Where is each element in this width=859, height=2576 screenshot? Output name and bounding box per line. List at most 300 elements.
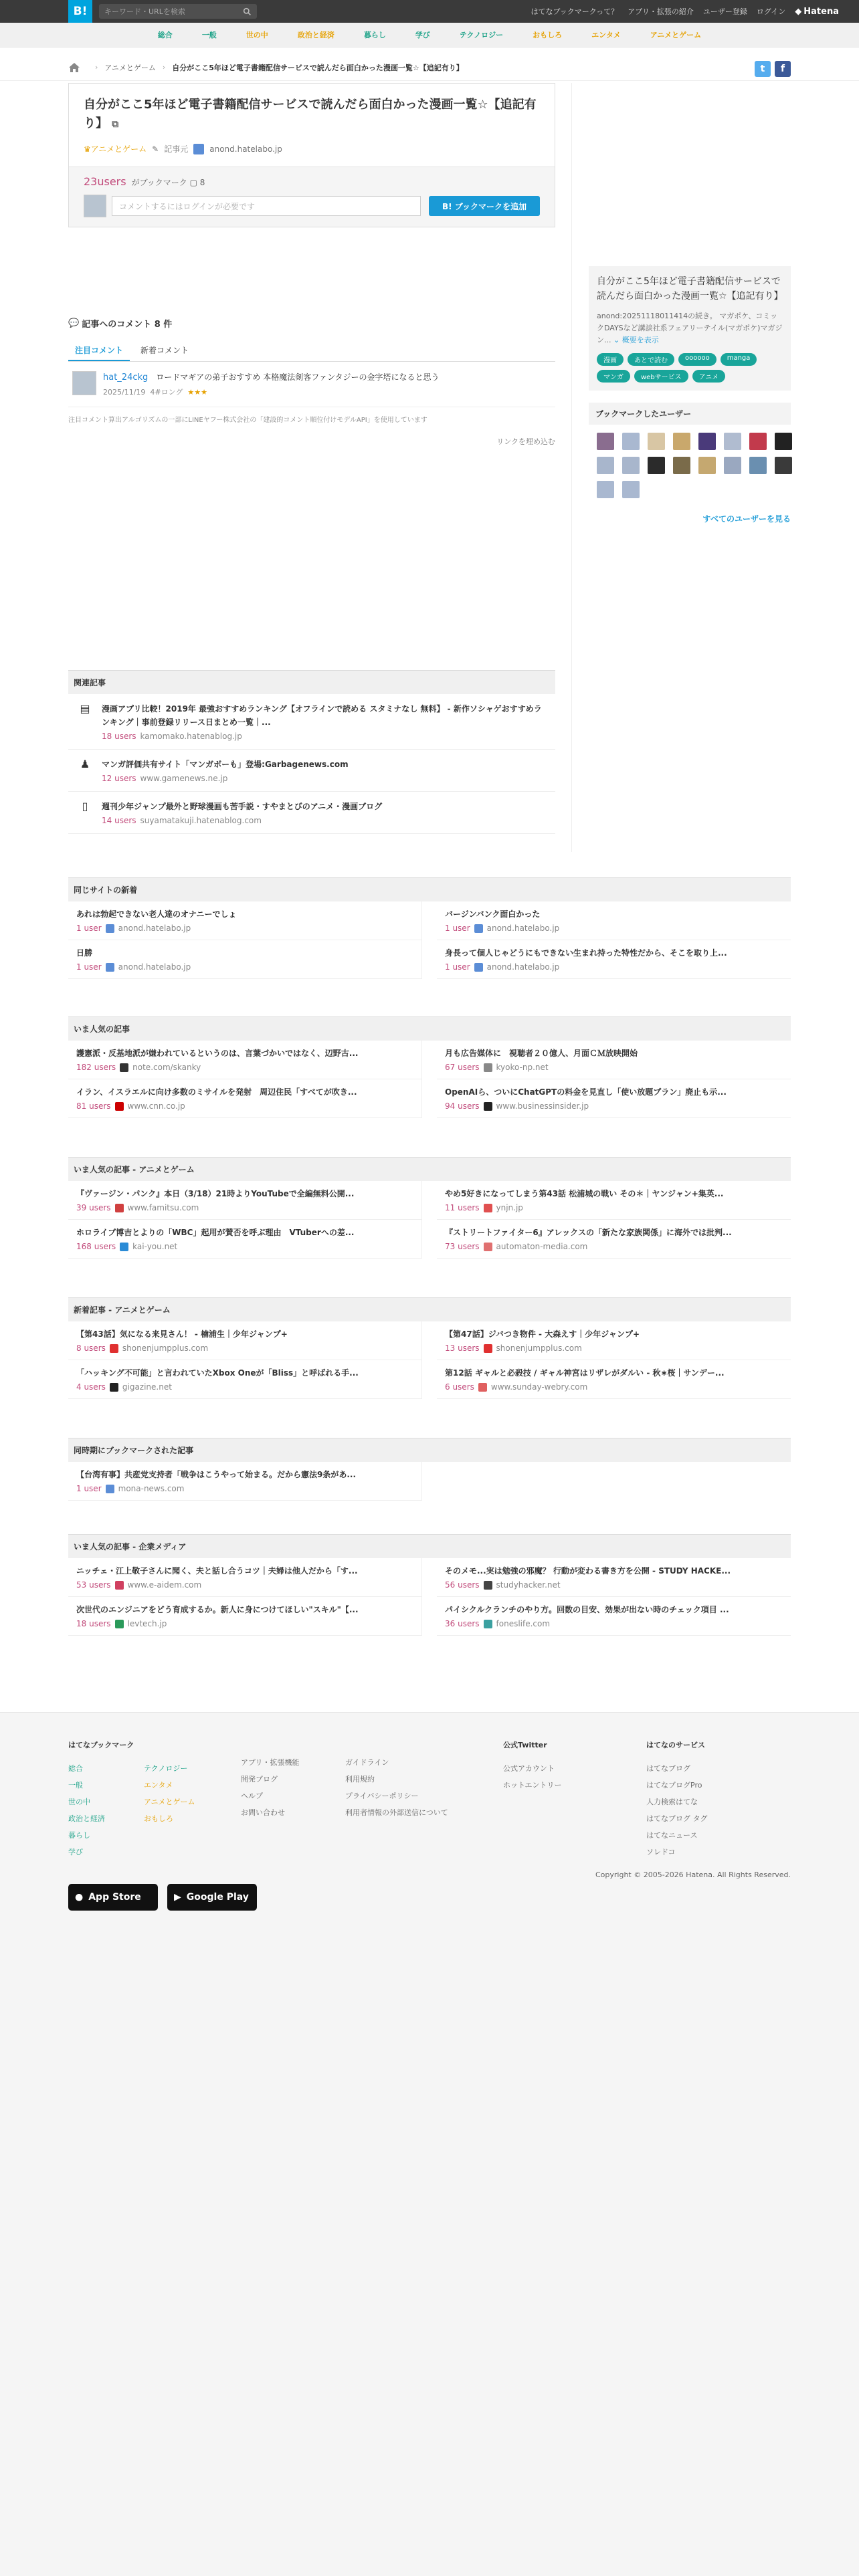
tag-chip[interactable]: 漫画: [597, 353, 624, 366]
user-avatar[interactable]: [775, 457, 792, 474]
article-domain[interactable]: shonenjumpplus.com: [496, 1344, 582, 1353]
footer-link[interactable]: ヘルプ: [241, 1792, 263, 1800]
site-favicon-icon: [106, 924, 114, 933]
site-favicon-icon: [478, 1383, 487, 1392]
site-favicon-icon: [120, 1243, 128, 1251]
article-users[interactable]: 6 users: [445, 1382, 474, 1392]
article-domain[interactable]: kyoko-np.net: [496, 1063, 549, 1072]
category-tab[interactable]: 学び: [415, 31, 430, 39]
article-title[interactable]: ホロライブ博吉とよりの「WBC」起用が賛否を呼ぶ理由 VTuberへの差...: [76, 1228, 355, 1237]
home-icon[interactable]: [68, 62, 80, 73]
category-nav: [0, 23, 859, 47]
register-link[interactable]: ユーザー登録: [702, 7, 747, 16]
facebook-icon: f: [780, 64, 785, 74]
about-link[interactable]: はてなブックマークって？: [531, 7, 619, 16]
article-meta: [76, 1619, 413, 1628]
article-cell: [437, 1079, 791, 1118]
article-cell: [68, 901, 422, 940]
article-cell: [68, 1597, 422, 1636]
article-meta: [445, 1063, 783, 1072]
article-cell: [68, 1079, 422, 1118]
footer-heading: はてなブックマーク: [68, 1741, 134, 1749]
source-label: 記事元: [164, 144, 189, 154]
footer-col-bookmark: [68, 1737, 269, 1860]
related-users[interactable]: 12 users: [102, 774, 136, 783]
footer-link[interactable]: 開発ブログ: [241, 1775, 278, 1784]
article-domain[interactable]: anond.hatelabo.jp: [118, 924, 191, 933]
article-title[interactable]: 『ストリートファイター6』アレックスの「新たな家族関係」に海外では批判...: [445, 1228, 732, 1237]
entry-category-label: アニメとゲーム: [90, 144, 147, 154]
entry-main: [68, 83, 555, 227]
footer-link[interactable]: はてなブログ: [646, 1764, 690, 1773]
comments-heading-text: 記事へのコメント 8 件: [82, 320, 173, 330]
hatena-menu[interactable]: [795, 7, 839, 17]
tag-list: [597, 353, 783, 383]
login-link[interactable]: ログイン: [756, 7, 786, 16]
article-title[interactable]: バージンバンク面白かった: [445, 909, 541, 919]
site-favicon-icon: [484, 1204, 492, 1212]
bookmark-users-grid: [589, 425, 791, 506]
article-domain[interactable]: foneslife.com: [496, 1619, 551, 1628]
article-users[interactable]: 94 users: [445, 1101, 480, 1111]
apple-icon: ●: [75, 1892, 84, 1903]
article-domain[interactable]: note.com/skanky: [132, 1063, 201, 1072]
user-avatar[interactable]: [622, 481, 640, 498]
search-icon[interactable]: [243, 7, 252, 16]
tab-new-comments[interactable]: 新着コメント: [140, 346, 189, 355]
article-domain[interactable]: www.businessinsider.jp: [496, 1101, 589, 1111]
entry-meta: [84, 143, 540, 154]
add-bookmark-button[interactable]: B! ブックマークを追加: [429, 196, 540, 216]
tag-chip[interactable]: あとで読む: [628, 353, 674, 366]
article-users[interactable]: 1 user: [76, 1484, 102, 1493]
section-heading: 新着記事 - アニメとゲーム: [68, 1297, 791, 1321]
comment-icon: ▢: [189, 178, 197, 187]
article-cell: [437, 1220, 791, 1259]
user-avatar[interactable]: [749, 433, 767, 450]
user-avatar[interactable]: [698, 457, 716, 474]
category-tab[interactable]: 暮らし: [363, 31, 386, 39]
article-domain[interactable]: kai-you.net: [132, 1242, 178, 1251]
comment-link[interactable]: 4#ロング: [150, 388, 183, 397]
bookmark-label: がブックマーク: [131, 178, 187, 187]
article-domain[interactable]: mona-news.com: [118, 1484, 185, 1493]
article-users[interactable]: 1 user: [76, 924, 102, 933]
users-count-value: 23users: [84, 175, 126, 188]
tag-chip[interactable]: webサービス: [634, 370, 688, 383]
article-title[interactable]: 第12話 ギャルと必殺技 / ギャル神宮はリザレがダルい - 秋∗桜｜サンデー...: [445, 1368, 725, 1378]
comment-user[interactable]: hat_24ckg: [103, 372, 149, 383]
sidebar-entry-title[interactable]: 自分がここ5年ほど電子書籍配信サービスで読んだら面白かった漫画一覧☆【追記有り】: [597, 276, 783, 302]
apps-link[interactable]: アプリ・拡張の紹介: [628, 7, 694, 16]
article-domain[interactable]: anond.hatelabo.jp: [118, 962, 191, 972]
related-title[interactable]: 週刊少年ジャンプ最外と野球漫画も苦手説・すやまとびのアニメ・漫画ブログ: [102, 802, 383, 811]
related-domain[interactable]: www.gamenews.ne.jp: [140, 774, 228, 783]
article-title[interactable]: やめ5好きになってしまう第43話 松浦城の戦い その＊｜ヤンジャン+集英...: [445, 1189, 724, 1198]
chevron-down-icon: ⌄: [613, 336, 620, 344]
comment-tabs: [68, 340, 555, 362]
user-avatar[interactable]: [648, 433, 665, 450]
article-meta: [445, 962, 783, 972]
article-title[interactable]: そのメモ...実は勉強の邪魔？ 行動が変わる書き方を公開 - STUDY HACKE...: [445, 1566, 731, 1576]
related-domain[interactable]: suyamatakuji.hatenablog.com: [140, 816, 262, 825]
article-title[interactable]: 【第47話】ジバつき物件 - 大森えす｜少年ジャンプ+: [445, 1329, 640, 1339]
user-avatar[interactable]: [698, 433, 716, 450]
article-cell: [68, 1462, 422, 1501]
user-avatar[interactable]: [673, 433, 690, 450]
entry-card: [68, 83, 555, 227]
article-title[interactable]: 【第43話】気になる来見さん！ - 楠浦生｜少年ジャンプ+: [76, 1329, 288, 1339]
user-avatar[interactable]: [622, 433, 640, 450]
article-title[interactable]: 護憲派・反基地派が嫌われているというのは、言葉づかいではなく、辺野古...: [76, 1049, 359, 1058]
footer-link[interactable]: はてなニュース: [646, 1831, 698, 1840]
site-favicon-icon: [115, 1581, 124, 1590]
category-tab[interactable]: テクノロジー: [459, 31, 504, 39]
footer-link[interactable]: テクノロジー: [144, 1764, 188, 1773]
footer-link[interactable]: おもしろ: [144, 1814, 173, 1823]
footer-link[interactable]: 利用者情報の外部送信について: [345, 1808, 448, 1817]
article-domain[interactable]: studyhacker.net: [496, 1580, 561, 1590]
section-heading: いま人気の記事 - 企業メディア: [68, 1534, 791, 1558]
site-favicon-icon: [474, 924, 483, 933]
article-title[interactable]: パイシクルクランチのやり方。回数の目安、効果が出ない時のチェック項目 ...: [445, 1605, 729, 1614]
show-summary-link[interactable]: [613, 336, 659, 344]
article-users[interactable]: 56 users: [445, 1580, 480, 1590]
article-cell: [68, 1181, 422, 1220]
article-title[interactable]: 身長って個人じゃどうにもできない生まれ持った特性だから、そこを取り上...: [445, 948, 727, 958]
article-users[interactable]: 81 users: [76, 1101, 111, 1111]
site-favicon-icon: [115, 1204, 124, 1212]
related-articles: [68, 670, 555, 834]
comment-item: [68, 362, 555, 407]
app-store-badge[interactable]: [68, 1884, 158, 1911]
comments-heading: [68, 317, 555, 330]
article-domain[interactable]: ynjn.jp: [496, 1203, 523, 1212]
comment-algorithm-note: 注目コメント算出アルゴリズムの一部にLINEヤフー株式会社の「建設的コメント順位付けモデルAPI」を使用しています: [68, 407, 555, 424]
site-favicon-icon: [115, 1102, 124, 1111]
copyright: Copyright © 2005-2026 Hatena. All Rights Reserved.: [595, 1870, 791, 1879]
footer-link[interactable]: アプリ・拡張機能: [241, 1758, 300, 1767]
article-meta: [445, 1619, 783, 1628]
tab-featured-comments[interactable]: 注目コメント: [68, 340, 130, 361]
article-users[interactable]: 182 users: [76, 1063, 116, 1072]
hatena-bookmark-logo[interactable]: B!: [68, 0, 92, 23]
section-heading: いま人気の記事 - アニメとゲーム: [68, 1157, 791, 1181]
footer-col-twitter: [503, 1737, 562, 1794]
related-meta: [102, 774, 349, 783]
tag-chip[interactable]: manga: [721, 353, 757, 366]
article-title[interactable]: あれは勃起できない老人達のオナニーでしょ: [76, 909, 237, 919]
site-favicon-icon: [120, 1063, 128, 1072]
article-meta: [76, 1484, 413, 1493]
category-tab[interactable]: 総合: [157, 31, 173, 39]
article-title[interactable]: 月も広告媒体に 視聴者２０億人、月面ＣＭ放映開始: [445, 1049, 638, 1058]
column-divider: [571, 83, 572, 852]
site-favicon-icon: [115, 1620, 124, 1628]
user-avatar[interactable]: [724, 457, 741, 474]
section-heading: 同時期にブックマークされた記事: [68, 1438, 791, 1462]
related-domain[interactable]: kamomako.hatenablog.jp: [140, 732, 242, 741]
footer-link[interactable]: 一般: [68, 1781, 83, 1790]
footer-link[interactable]: はてなブログ タグ: [646, 1814, 708, 1823]
same-site-section: [68, 877, 791, 979]
comment-bubble-icon: 💬: [68, 318, 80, 328]
tag-chip[interactable]: マンガ: [597, 370, 630, 383]
footer-link[interactable]: アニメとゲーム: [144, 1798, 195, 1806]
article-meta: [76, 924, 413, 933]
sidebar: [589, 266, 791, 524]
footer-link[interactable]: 政治と経済: [68, 1814, 105, 1823]
article-cell: [68, 1321, 422, 1360]
entry-title-text[interactable]: 自分がここ5年ほど電子書籍配信サービスで読んだら面白かった漫画一覧☆【追記有り】: [84, 98, 537, 130]
same-time-section: [68, 1438, 791, 1501]
related-meta: [102, 732, 546, 741]
article-users[interactable]: 8 users: [76, 1344, 106, 1353]
related-heading: 関連記事: [68, 670, 555, 694]
category-tab[interactable]: アニメとゲーム: [650, 31, 702, 39]
footer-link[interactable]: 世の中: [68, 1798, 90, 1806]
article-title[interactable]: 「ハッキング不可能」と言われていたXbox Oneが「Bliss」と呼ばれる手...: [76, 1368, 359, 1378]
article-cell: [437, 1597, 791, 1636]
page-icon: ▯: [82, 800, 88, 813]
article-title[interactable]: 【台湾有事】共産党支持者「戦争はこうやって始まる。だから憲法9条があ...: [76, 1470, 357, 1479]
users-count[interactable]: [84, 175, 540, 188]
hatena-label: Hatena: [803, 6, 839, 17]
article-users[interactable]: 13 users: [445, 1344, 480, 1353]
play-icon: ▶: [174, 1892, 181, 1903]
site-favicon-icon: [484, 1581, 492, 1590]
footer-link[interactable]: 暮らし: [68, 1831, 90, 1840]
article-title[interactable]: 日勝: [76, 948, 93, 958]
hatena-logo-icon: ◆: [795, 6, 802, 17]
article-cell: [68, 1041, 422, 1079]
related-item: [68, 750, 555, 792]
search-input[interactable]: [99, 4, 257, 19]
tag-chip[interactable]: oooooo: [678, 353, 717, 366]
category-tab[interactable]: 一般: [201, 31, 217, 39]
user-avatar[interactable]: [673, 457, 690, 474]
article-users[interactable]: 67 users: [445, 1063, 480, 1072]
article-meta: [76, 1101, 413, 1111]
breadcrumb-title: 自分がここ5年ほど電子書籍配信サービスで読んだら面白かった漫画一覧☆【追記有り】: [172, 63, 464, 72]
footer-link[interactable]: ガイドライン: [345, 1758, 389, 1767]
category-tab[interactable]: 世の中: [246, 31, 268, 39]
article-domain[interactable]: www.sunday-webry.com: [490, 1382, 588, 1392]
site-favicon-icon: [484, 1243, 492, 1251]
user-avatar[interactable]: [648, 457, 665, 474]
article-users[interactable]: 168 users: [76, 1242, 116, 1251]
article-title[interactable]: OpenAIら、ついにChatGPTの料金を見直し「使い放題プラン」廃止も示...: [445, 1087, 727, 1097]
chevron-right-icon: ›: [162, 63, 166, 72]
article-meta: [445, 1242, 783, 1251]
see-all-users-link[interactable]: すべてのユーザーを見る: [702, 514, 791, 524]
site-favicon-icon: [474, 963, 483, 972]
top-links: [531, 0, 839, 23]
comment-date[interactable]: 2025/11/19: [103, 388, 146, 397]
person-icon: ♟: [80, 758, 90, 770]
search-placeholder: キーワード・URLを検索: [104, 7, 185, 16]
category-tab[interactable]: エンタメ: [591, 31, 621, 39]
article-domain[interactable]: automaton-media.com: [496, 1242, 588, 1251]
article-domain[interactable]: shonenjumpplus.com: [122, 1344, 209, 1353]
site-favicon-icon: [110, 1344, 118, 1353]
related-body: [102, 800, 382, 825]
user-avatar[interactable]: [724, 433, 741, 450]
article-users[interactable]: 39 users: [76, 1203, 111, 1212]
article-users[interactable]: 1 user: [445, 924, 470, 933]
pencil-icon: ✎: [152, 144, 159, 154]
footer-col-guide: [345, 1754, 448, 1821]
article-users[interactable]: 36 users: [445, 1619, 480, 1628]
footer-link[interactable]: エンタメ: [144, 1781, 173, 1790]
footer-col-apps: [241, 1754, 300, 1821]
popular-corp-section: [68, 1534, 791, 1636]
related-users[interactable]: 14 users: [102, 816, 136, 825]
article-users[interactable]: 4 users: [76, 1382, 106, 1392]
footer-link[interactable]: 利用規約: [345, 1775, 375, 1784]
article-cell: [437, 901, 791, 940]
article-title[interactable]: イラン、イスラエルに向け多数のミサイルを発射 周辺住民「すべてが吹き...: [76, 1087, 357, 1097]
top-bar: [0, 0, 859, 23]
article-cell: [68, 1360, 422, 1399]
article-meta: [76, 1203, 413, 1212]
footer-link[interactable]: プライバシーポリシー: [345, 1792, 419, 1800]
user-avatar[interactable]: [597, 433, 614, 450]
article-domain[interactable]: gigazine.net: [122, 1382, 172, 1392]
article-users[interactable]: 73 users: [445, 1242, 480, 1251]
section-heading: 同じサイトの新着: [68, 877, 791, 901]
article-meta: [76, 1382, 413, 1392]
site-favicon-icon: [193, 144, 204, 154]
article-meta: [76, 1242, 413, 1251]
article-domain[interactable]: levtech.jp: [127, 1619, 167, 1628]
article-domain[interactable]: anond.hatelabo.jp: [486, 962, 560, 972]
article-users[interactable]: 1 user: [445, 962, 470, 972]
related-title[interactable]: マンガ評価共有サイト「マンガボーも」登場:Garbagenews.com: [102, 760, 349, 769]
google-play-label: Google Play: [186, 1892, 249, 1903]
site-favicon-icon: [106, 1485, 114, 1493]
article-users[interactable]: 11 users: [445, 1203, 480, 1212]
bookmark-box: [69, 167, 555, 227]
related-title[interactable]: 漫画アプリ比較！2019年 最強おすすめランキング【オフラインで読める スタミナなし 無料】 - 新作ソシャゲおすすめランキング｜事前登録リリース日まとめ一覧｜...: [102, 704, 542, 727]
comments-section: [68, 317, 555, 447]
article-cell: [437, 1041, 791, 1079]
article-meta: [76, 1344, 413, 1353]
article-cell: [68, 940, 422, 979]
footer-link[interactable]: ホットエントリー: [503, 1781, 562, 1790]
site-favicon-icon: [484, 1102, 492, 1111]
article-users[interactable]: 18 users: [76, 1619, 111, 1628]
site-favicon-icon: [110, 1383, 118, 1392]
article-cell: [68, 1220, 422, 1259]
footer-link[interactable]: 人力検索はてな: [646, 1798, 698, 1806]
chevron-right-icon: ›: [95, 63, 98, 72]
app-store-label: App Store: [88, 1892, 141, 1903]
article-domain[interactable]: www.famitsu.com: [127, 1203, 199, 1212]
footer-link[interactable]: はてなブログPro: [646, 1781, 702, 1790]
site-favicon-icon: [484, 1344, 492, 1353]
article-cell: [437, 1558, 791, 1597]
article-meta: [445, 924, 783, 933]
site-favicon-icon: [484, 1063, 492, 1072]
footer-link[interactable]: ソレドコ: [646, 1848, 676, 1856]
user-avatar[interactable]: [597, 457, 614, 474]
article-cell: [437, 940, 791, 979]
article-cell: [437, 1181, 791, 1220]
article-title[interactable]: ニッチェ・江上敬子さんに聞く、夫と話し合うコツ｜夫婦は他人だから「す...: [76, 1566, 358, 1576]
entry-category[interactable]: [84, 143, 147, 154]
show-summary-label: 概要を表示: [622, 336, 659, 344]
category-tab[interactable]: おもしろ: [533, 31, 563, 39]
site-favicon-icon: [484, 1620, 492, 1628]
user-avatar[interactable]: [72, 371, 96, 395]
footer-heading: 公式Twitter: [503, 1741, 547, 1749]
related-body: [102, 758, 349, 783]
article-meta: [76, 1580, 413, 1590]
user-avatar[interactable]: [622, 457, 640, 474]
article-cell: [437, 1360, 791, 1399]
article-meta: [445, 1203, 783, 1212]
category-tab[interactable]: 政治と経済: [297, 31, 335, 39]
share-buttons: [755, 61, 791, 77]
entry-domain[interactable]: anond.hatelabo.jp: [209, 144, 282, 154]
star-icon[interactable]: ★★★: [187, 388, 207, 397]
article-users[interactable]: 53 users: [76, 1580, 111, 1590]
footer-link[interactable]: お問い合わせ: [241, 1808, 285, 1817]
bookmark-users-heading: ブックマークしたユーザー: [589, 403, 791, 425]
article-domain[interactable]: www.cnn.co.jp: [127, 1101, 185, 1111]
footer-link[interactable]: 学び: [68, 1848, 83, 1856]
doc-icon: ▤: [80, 702, 90, 715]
tag-chip[interactable]: アニメ: [692, 370, 726, 383]
google-play-badge[interactable]: [167, 1884, 257, 1911]
facebook-share-button[interactable]: [775, 61, 791, 77]
crown-icon: ♛: [84, 144, 91, 154]
footer-link[interactable]: 総合: [68, 1764, 83, 1773]
comment-input[interactable]: コメントするにはログインが必要です: [112, 196, 421, 216]
external-link-icon[interactable]: ⧉: [112, 119, 119, 130]
entry-title[interactable]: [84, 96, 540, 134]
related-users[interactable]: 18 users: [102, 732, 136, 741]
comment-count: 8: [199, 178, 205, 187]
user-avatar[interactable]: [597, 481, 614, 498]
article-domain[interactable]: anond.hatelabo.jp: [486, 924, 560, 933]
article-domain[interactable]: www.e-aidem.com: [127, 1580, 202, 1590]
embed-link[interactable]: リンクを埋め込む: [496, 437, 555, 446]
breadcrumb-category[interactable]: アニメとゲーム: [104, 63, 156, 72]
popular-section: [68, 1016, 791, 1118]
article-meta: [445, 1101, 783, 1111]
comment-text: ロードマギアの弟子おすすめ 本格魔法剣客ファンタジーの金字塔になると思う: [156, 372, 440, 382]
related-meta: [102, 816, 382, 825]
article-users[interactable]: 1 user: [76, 962, 102, 972]
comment-meta: [103, 387, 440, 397]
article-title[interactable]: 次世代のエンジニアをどう育成するか。新人に身につけてほしい"スキル"【...: [76, 1605, 359, 1614]
footer-link[interactable]: 公式アカウント: [503, 1764, 555, 1773]
user-avatar[interactable]: [749, 457, 767, 474]
new-anime-section: [68, 1297, 791, 1399]
article-meta: [76, 1063, 413, 1072]
twitter-icon: t: [760, 64, 765, 74]
footer-col-services: [646, 1737, 708, 1860]
entry-summary-box: [589, 266, 791, 391]
article-meta: [76, 962, 413, 972]
user-avatar[interactable]: [775, 433, 792, 450]
avatar: [84, 195, 106, 217]
twitter-share-button[interactable]: [755, 61, 771, 77]
footer-heading: はてなのサービス: [646, 1741, 705, 1749]
article-title[interactable]: 『ヴァージン・パンク』本日（3/18）21時よりYouTubeで全編無料公開...: [76, 1189, 355, 1198]
